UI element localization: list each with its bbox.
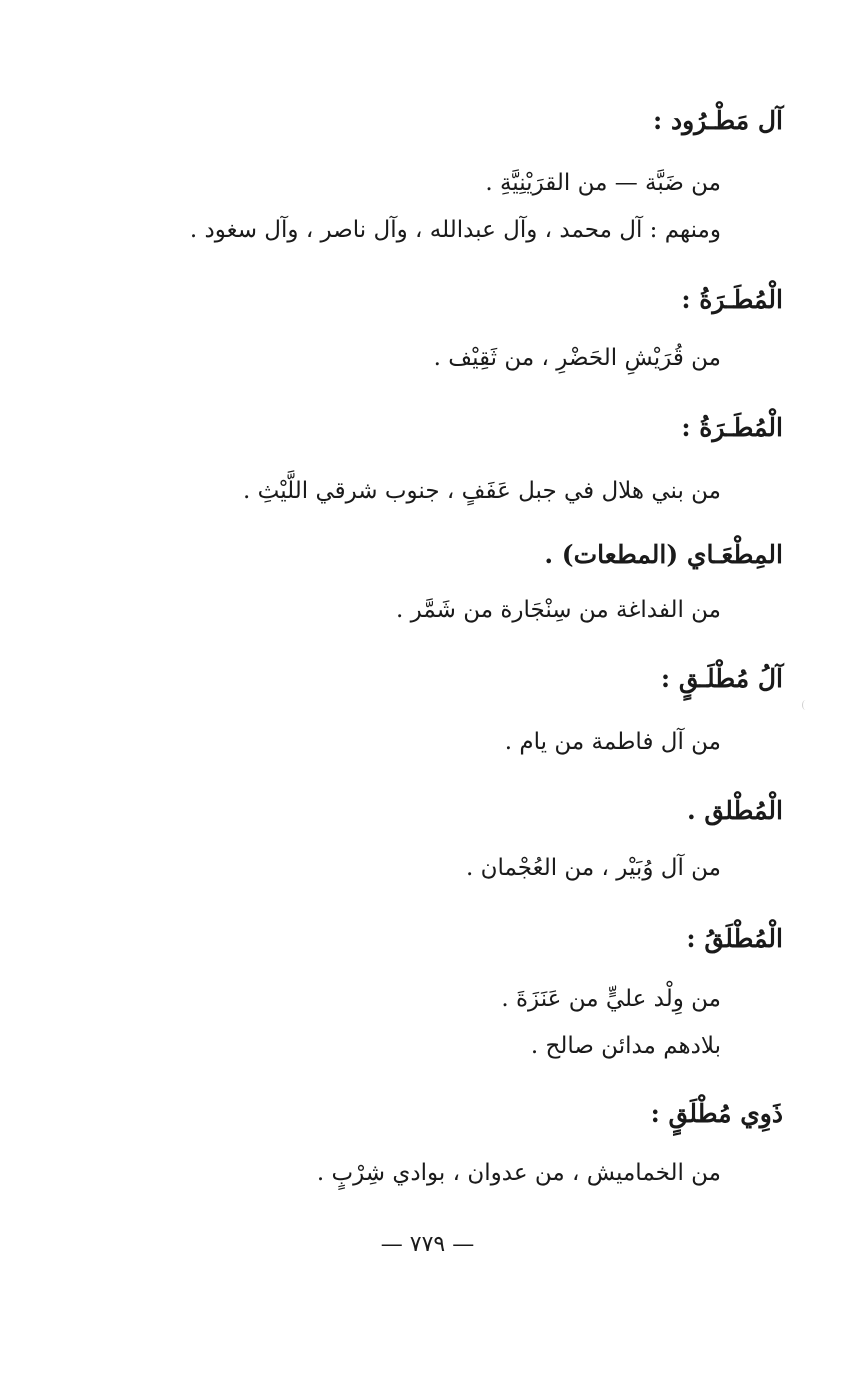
entry-line: من الخماميش ، من عدوان ، بوادي شِرْبٍ . [316, 1160, 721, 1186]
entry-line: من ضَبَّة — من القرَيْنِيَّةِ . [485, 170, 721, 196]
entry-heading: المِطْعَـاي (المطعات) . [544, 540, 783, 569]
entry-line: من بني هلال في جبل عَفَفٍ ، جنوب شرقي اللَّيْثِ . [242, 478, 721, 504]
entry-heading: آل مَطْـرُود : [653, 106, 783, 135]
scan-speck [802, 700, 809, 710]
entry-heading: ذَوِي مُطْلَقٍ : [650, 1099, 783, 1128]
entry-line: من الفداغة من سِنْجَارة من شَمَّر . [396, 597, 721, 623]
entry-heading: الْمُطَـرَةُ : [681, 285, 783, 314]
entry-line: من وِلْد عليٍّ من عَنَزَةَ . [501, 986, 721, 1012]
entry-line: ومنهم : آل محمد ، وآل عبدالله ، وآل ناصر ، وآل سغود . [189, 217, 721, 243]
entry-heading: الْمُطَـرَةُ : [681, 413, 783, 442]
entry-line: من قُرَيْشِ الحَضْرِ ، من ثَقِيْف . [433, 345, 721, 371]
entry-heading: الْمُطْلَقُ : [686, 924, 783, 953]
entry-line: من آل وُبَيْر ، من العُجْمان . [465, 855, 721, 881]
page-number: — ٧٧٩ — [380, 1232, 475, 1257]
entry-heading: آلُ مُطْلَـقٍ : [660, 664, 783, 693]
entry-line: بلادهم مدائن صالح . [530, 1033, 721, 1059]
entry-line: من آل فاطمة من يام . [504, 729, 721, 755]
entry-heading: الْمُطْلق . [686, 796, 783, 825]
